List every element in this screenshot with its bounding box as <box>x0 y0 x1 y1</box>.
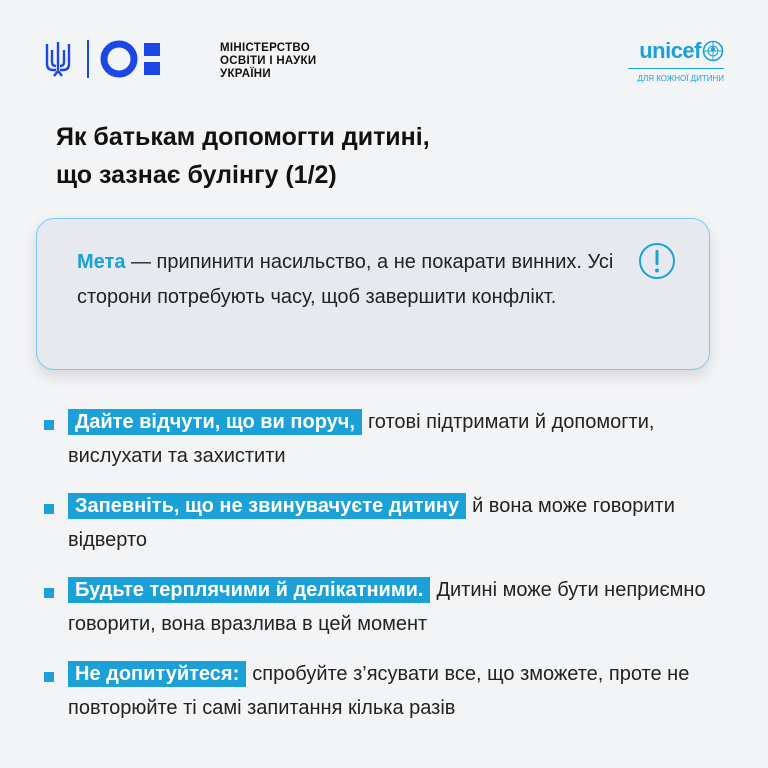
page-title-line: що зазнає булінгу (1/2) <box>56 161 337 189</box>
ministry-name-line: ОСВІТИ І НАУКИ <box>220 55 317 67</box>
tips-list <box>44 405 724 741</box>
bullet-square-icon <box>44 420 54 430</box>
tip-highlight: Дайте відчути, що ви поруч, <box>68 409 362 435</box>
tip-body: Дитині може бути неприємно говорити, вона вразлива в цей момент <box>68 579 706 635</box>
goal-text <box>77 245 637 315</box>
goal-callout <box>36 218 710 370</box>
goal-body: — припинити насильство, а не покарати винних. Усі сторони потребують часу, щоб завершити конфлікт. <box>77 251 614 308</box>
tip-body: спробуйте з’ясувати все, що зможете, проте не повторюйте ті самі запитання кілька разів <box>68 663 690 719</box>
ministry-name-line: МІНІСТЕРСТВО <box>220 42 310 54</box>
tip-text <box>68 489 718 557</box>
ministry-logo-icon <box>100 40 208 78</box>
bullet-square-icon <box>44 588 54 598</box>
list-item <box>44 405 724 489</box>
tip-body: й вона може говорити відверто <box>68 495 675 551</box>
list-item <box>44 489 724 573</box>
tip-highlight: Запевніть, що не звинувачуєте дитину <box>68 493 466 519</box>
list-item <box>44 573 724 657</box>
tip-highlight: Не допитуйтеся: <box>68 661 246 687</box>
ukraine-trident-icon <box>44 40 72 78</box>
unicef-underline <box>628 68 724 69</box>
tip-highlight: Будьте терплячими й делікатними. <box>68 577 430 603</box>
tip-text <box>68 573 718 641</box>
page-title-line: Як батькам допомогти дитині, <box>56 123 430 151</box>
tip-text <box>68 405 718 473</box>
exclamation-icon <box>637 241 677 281</box>
unicef-globe-icon <box>702 40 724 62</box>
ministry-name-line: УКРАЇНИ <box>220 68 271 80</box>
bullet-square-icon <box>44 672 54 682</box>
unicef-wordmark: unicef <box>639 38 701 63</box>
list-item <box>44 657 724 741</box>
bullet-square-icon <box>44 504 54 514</box>
page-title <box>56 118 430 194</box>
header <box>44 38 724 88</box>
tip-text <box>68 657 718 725</box>
tip-body: готові підтримати й допомогти, вислухати та захистити <box>68 411 655 467</box>
header-divider <box>87 40 89 78</box>
unicef-logo <box>624 38 724 83</box>
ministry-name <box>220 42 316 81</box>
goal-accent: Мета <box>77 251 126 273</box>
unicef-tagline: ДЛЯ КОЖНОЇ ДИТИНИ <box>637 74 724 83</box>
